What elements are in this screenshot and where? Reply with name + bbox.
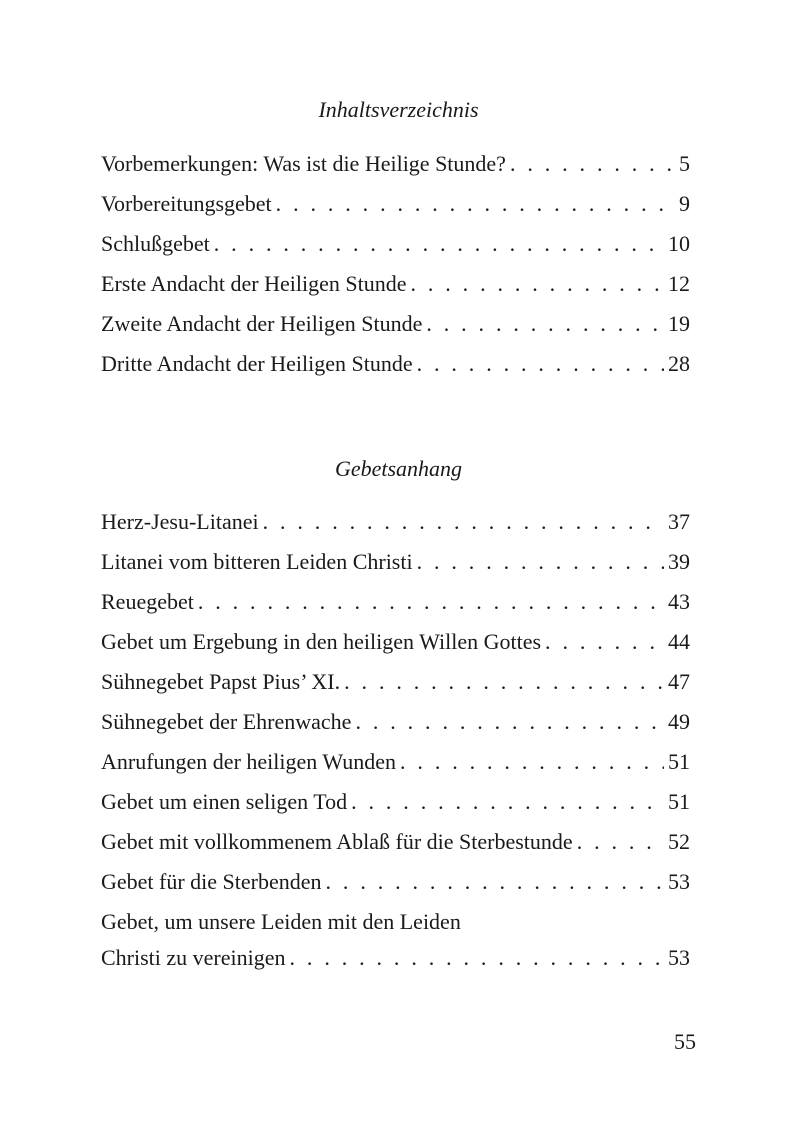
leader-dots [577,825,664,859]
leader-dots [326,865,664,899]
leader-dots [344,665,664,699]
toc-entry-title: Gebet um Ergebung in den heiligen Willen Gottes [101,629,542,654]
leader-dots [263,505,664,539]
toc-entry-title: Gebet um einen seligen Tod [101,789,348,814]
toc-entry[interactable] [101,307,690,347]
toc-entry-title: Vorbereitungsgebet [101,191,272,216]
toc-entry-line2 [101,941,690,981]
toc-entry-title: Vorbemerkungen: Was ist die Heilige Stunde? [101,151,506,176]
appendix-heading: Gebetsanhang [334,456,463,481]
toc-entry[interactable] [101,705,690,745]
leader-dots [410,267,664,301]
toc-entry-page: 37 [668,509,690,534]
toc-entry-title: Erste Andacht der Heiligen Stunde [101,271,407,296]
toc-entry[interactable] [101,545,690,585]
toc-entry[interactable] [101,187,690,227]
toc-entry-title: Zweite Andacht der Heiligen Stunde [101,311,423,336]
toc-entry-title: Gebet für die Sterbenden [101,869,322,894]
leader-dots [510,147,675,181]
toc-entry[interactable] [101,347,690,387]
toc-entry-page: 5 [679,151,690,176]
leader-dots [545,625,664,659]
toc-entry[interactable] [101,585,690,625]
leader-dots [214,227,664,261]
leader-dots [426,307,664,341]
toc-entry-title: Anrufungen der heiligen Wunden [101,749,397,774]
toc-entry-title: Sühnegebet der Ehrenwache [101,709,352,734]
toc-entry-title: Gebet mit vollkommenem Ablaß für die Sterbestunde [101,829,573,854]
toc-entry-page: 12 [668,271,690,296]
toc-entry-page: 10 [668,231,690,256]
toc-entry[interactable] [101,745,690,785]
toc-list-appendix [101,505,690,981]
toc-entry[interactable] [101,625,690,665]
toc-entry[interactable] [101,865,690,905]
toc-entry-page: 19 [668,311,690,336]
toc-entry-page: 52 [668,829,690,854]
page-number: 55 [674,1029,696,1054]
leader-dots [417,545,664,579]
toc-entry-page: 53 [668,945,690,970]
toc-entry[interactable] [101,227,690,267]
toc-entry-title: Dritte Andacht der Heiligen Stunde [101,351,413,376]
leader-dots [276,187,675,221]
toc-entry[interactable] [101,147,690,187]
toc-entry-page: 51 [668,749,690,774]
toc-entry-title: Litanei vom bitteren Leiden Christi [101,549,413,574]
leader-dots [351,785,664,819]
toc-entry-title-line1: Gebet, um unsere Leiden mit den Leiden [101,909,461,934]
toc-entry-title: Schlußgebet [101,231,210,256]
toc-entry[interactable] [101,905,690,981]
toc-list-main [101,147,690,387]
toc-entry-page: 28 [668,351,690,376]
toc-entry-title: Herz-Jesu-Litanei [101,509,259,534]
toc-entry-title: Sühnegebet Papst Pius’ XI. [101,669,341,694]
leader-dots [198,585,664,619]
toc-entry[interactable] [101,267,690,307]
toc-entry[interactable] [101,505,690,545]
toc-entry-page: 9 [679,191,690,216]
toc-entry[interactable] [101,665,690,705]
toc-entry[interactable] [101,785,690,825]
toc-entry-title: Christi zu vereinigen [101,945,286,970]
toc-entry-page: 49 [668,709,690,734]
leader-dots [400,745,664,779]
leader-dots [290,941,664,975]
toc-heading: Inhaltsverzeichnis [318,97,479,122]
toc-entry-page: 43 [668,589,690,614]
leader-dots [355,705,664,739]
toc-entry-page: 47 [668,669,690,694]
toc-entry[interactable] [101,825,690,865]
toc-entry-page: 53 [668,869,690,894]
toc-entry-page: 44 [668,629,690,654]
leader-dots [417,347,664,381]
toc-entry-page: 39 [668,549,690,574]
toc-entry-title: Reuegebet [101,589,194,614]
toc-entry-page: 51 [668,789,690,814]
